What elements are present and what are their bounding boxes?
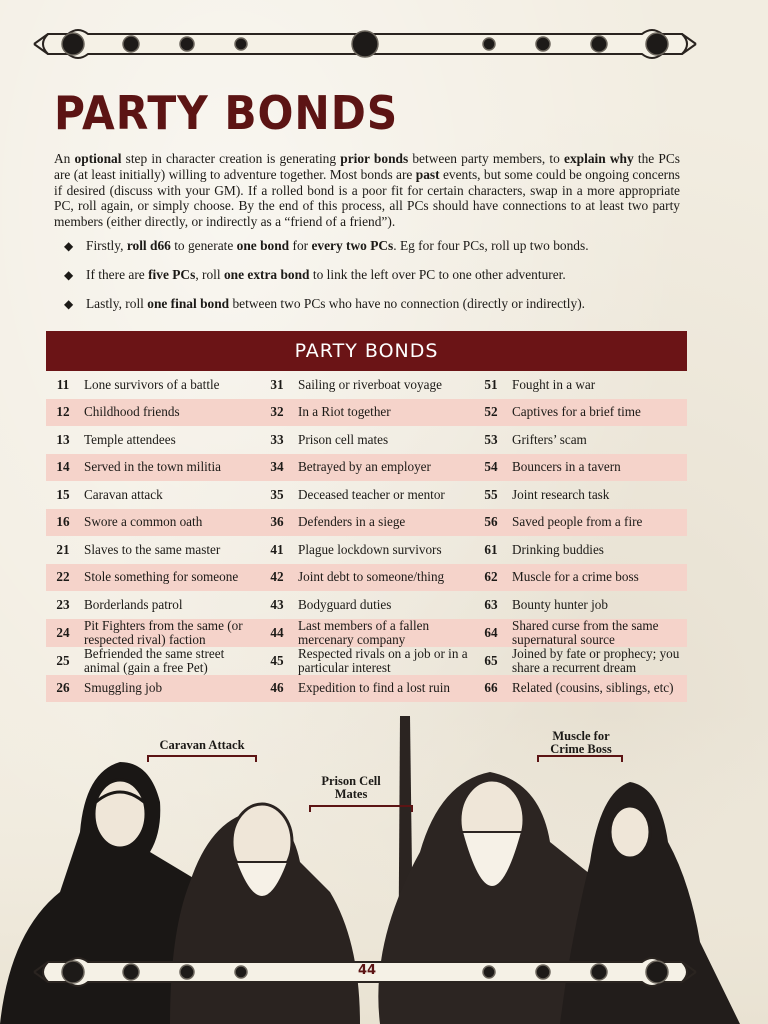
table-row xyxy=(46,536,687,564)
bond-description: Plague lockdown survivors xyxy=(298,541,442,557)
table-row xyxy=(46,509,687,537)
bond-description: Muscle for a crime boss xyxy=(508,564,687,592)
body-text: Firstly, xyxy=(86,238,127,253)
bond-description: Befriended the same street animal (gain a free Pet) xyxy=(84,645,225,675)
list-item xyxy=(64,267,684,283)
roll-number: 46 xyxy=(260,675,294,703)
bond-description: Respected rivals on a job or in a particular interest xyxy=(298,645,468,675)
table-row xyxy=(46,591,687,619)
ornate-border-top-icon xyxy=(28,12,702,76)
roll-number: 25 xyxy=(56,652,70,668)
emphasis-text: one final bond xyxy=(147,296,230,311)
muscle-for-crime-boss-label: Muscle for Crime Boss xyxy=(550,729,612,756)
bond-description: Borderlands patrol xyxy=(84,596,183,612)
page-title: PARTY BONDS xyxy=(54,86,399,140)
bond-description: Lone survivors of a battle xyxy=(84,376,220,392)
roll-number: 52 xyxy=(474,399,508,427)
bond-description: Pit Fighters from the same (or respected rival) faction xyxy=(80,619,260,647)
bond-description: Joined by fate or prophecy; you share a recurrent dream xyxy=(512,645,680,675)
roll-number: 22 xyxy=(46,564,80,592)
bond-description: Childhood friends xyxy=(80,399,260,427)
roll-number: 55 xyxy=(484,486,498,502)
instruction-list xyxy=(64,238,684,325)
bond-description: Saved people from a fire xyxy=(508,509,687,537)
roll-number: 53 xyxy=(484,431,498,447)
bond-description: Grifters’ scam xyxy=(512,431,587,447)
roll-number: 15 xyxy=(56,486,70,502)
bond-description: Sailing or riverboat voyage xyxy=(298,376,442,392)
bond-description: Bouncers in a tavern xyxy=(508,454,687,482)
roll-number: 42 xyxy=(260,564,294,592)
list-item-text xyxy=(86,267,566,282)
roll-number: 64 xyxy=(474,619,508,647)
diamond-bullet-icon: ◆ xyxy=(64,268,74,282)
bond-description: Bodyguard duties xyxy=(298,596,392,612)
prison-cell-mates-label: Prison Cell Mates xyxy=(321,774,381,801)
roll-number: 56 xyxy=(474,509,508,537)
emphasis-text: prior bonds xyxy=(340,151,409,166)
roll-number: 44 xyxy=(260,619,294,647)
bond-description: Joint debt to someone/thing xyxy=(294,564,474,592)
bond-description: Deceased teacher or mentor xyxy=(298,486,445,502)
table-row xyxy=(46,619,687,647)
roll-number: 36 xyxy=(260,509,294,537)
roll-number: 63 xyxy=(484,596,498,612)
diamond-bullet-icon: ◆ xyxy=(64,239,74,253)
roll-number: 24 xyxy=(46,619,80,647)
bond-description: Defenders in a siege xyxy=(294,509,474,537)
table-row xyxy=(46,675,687,703)
table-row xyxy=(46,426,687,454)
list-item xyxy=(64,296,684,312)
body-text: to generate xyxy=(170,238,237,253)
bond-description: Swore a common oath xyxy=(80,509,260,537)
roll-number: 51 xyxy=(484,376,498,392)
bond-description: In a Riot together xyxy=(294,399,474,427)
emphasis-text: one extra bond xyxy=(223,267,310,282)
body-text: between party members, to xyxy=(408,151,565,166)
bond-description: Shared curse from the same supernatural source xyxy=(508,619,687,647)
bond-description: Bounty hunter job xyxy=(512,596,608,612)
body-text: step in character creation is generating xyxy=(121,151,341,166)
table-title: PARTY BONDS xyxy=(46,331,687,371)
emphasis-text: every two PCs xyxy=(311,238,394,253)
roll-number: 43 xyxy=(270,596,284,612)
roll-number: 66 xyxy=(474,675,508,703)
roll-number: 21 xyxy=(56,541,70,557)
bond-description: Related (cousins, siblings, etc) xyxy=(508,675,687,703)
roll-number: 33 xyxy=(270,431,284,447)
list-item-text xyxy=(86,296,585,311)
roll-number: 11 xyxy=(56,376,70,392)
roll-number: 23 xyxy=(56,596,70,612)
roll-number: 31 xyxy=(270,376,284,392)
body-text: If there are xyxy=(86,267,149,282)
bond-description: Prison cell mates xyxy=(298,431,389,447)
roll-number: 12 xyxy=(46,399,80,427)
body-text: the PCs are (at least initially) willing to adventure together. Most bonds are xyxy=(54,151,680,182)
bond-description: Betrayed by an employer xyxy=(294,454,474,482)
caravan-attack-label: Caravan Attack xyxy=(159,738,245,752)
roll-number: 35 xyxy=(270,486,284,502)
table-row xyxy=(46,647,687,675)
body-text: , roll xyxy=(195,267,224,282)
roll-number: 16 xyxy=(46,509,80,537)
emphasis-text: past xyxy=(415,166,440,182)
roll-number: 61 xyxy=(484,541,498,557)
bond-description: Captives for a brief time xyxy=(508,399,687,427)
roll-number: 34 xyxy=(260,454,294,482)
bond-description: Caravan attack xyxy=(84,486,163,502)
diamond-bullet-icon: ◆ xyxy=(64,297,74,311)
roll-number: 45 xyxy=(270,652,284,668)
body-text: . Eg for four PCs, roll up two bonds. xyxy=(393,238,589,253)
roll-number: 54 xyxy=(474,454,508,482)
roll-number: 32 xyxy=(260,399,294,427)
roll-number: 41 xyxy=(270,541,284,557)
bond-description: Expedition to find a lost ruin xyxy=(294,675,474,703)
bond-description: Smuggling job xyxy=(80,675,260,703)
table-row xyxy=(46,371,687,399)
bond-description: Fought in a war xyxy=(512,376,596,392)
body-text: Lastly, roll xyxy=(86,296,148,311)
emphasis-text: five PCs xyxy=(148,267,196,282)
list-item-text xyxy=(86,238,589,253)
roll-number: 62 xyxy=(474,564,508,592)
table-row xyxy=(46,454,687,482)
body-text: to link the left over PC to one other adventurer. xyxy=(309,267,566,282)
bond-description: Slaves to the same master xyxy=(84,541,221,557)
bond-description: Served in the town militia xyxy=(80,454,260,482)
roll-number: 13 xyxy=(56,431,70,447)
list-item xyxy=(64,238,684,254)
bond-description: Joint research task xyxy=(512,486,610,502)
body-text: for xyxy=(289,238,312,253)
roll-number: 14 xyxy=(46,454,80,482)
body-text: events, but some could be ongoing concerns if desired (discuss with your GM). If a rolled bond is a poor fit for certain characters, swap in a more appropriate PC, roll again, or simply choose. By the end of this process, all PCs should have connections to at least two party members (either directly, or indirectly as a “friend of a friend”). xyxy=(54,166,681,230)
body-text: between two PCs who have no connection (directly or indirectly). xyxy=(229,296,585,311)
emphasis-text: explain why xyxy=(564,151,634,166)
emphasis-text: optional xyxy=(74,151,122,166)
bond-description: Stole something for someone xyxy=(80,564,260,592)
roll-number: 26 xyxy=(46,675,80,703)
bond-description: Temple attendees xyxy=(84,431,176,447)
bonds-table xyxy=(46,371,687,702)
roll-number: 65 xyxy=(484,652,498,668)
table-row xyxy=(46,399,687,427)
intro-paragraph xyxy=(54,151,680,230)
table-row xyxy=(46,564,687,592)
emphasis-text: roll d66 xyxy=(126,238,171,253)
body-text: An xyxy=(54,151,75,166)
bond-description: Drinking buddies xyxy=(512,541,604,557)
bond-description: Last members of a fallen mercenary company xyxy=(294,619,474,647)
page-number: 44 xyxy=(357,963,377,978)
table-row xyxy=(46,481,687,509)
emphasis-text: one bond xyxy=(236,238,290,253)
